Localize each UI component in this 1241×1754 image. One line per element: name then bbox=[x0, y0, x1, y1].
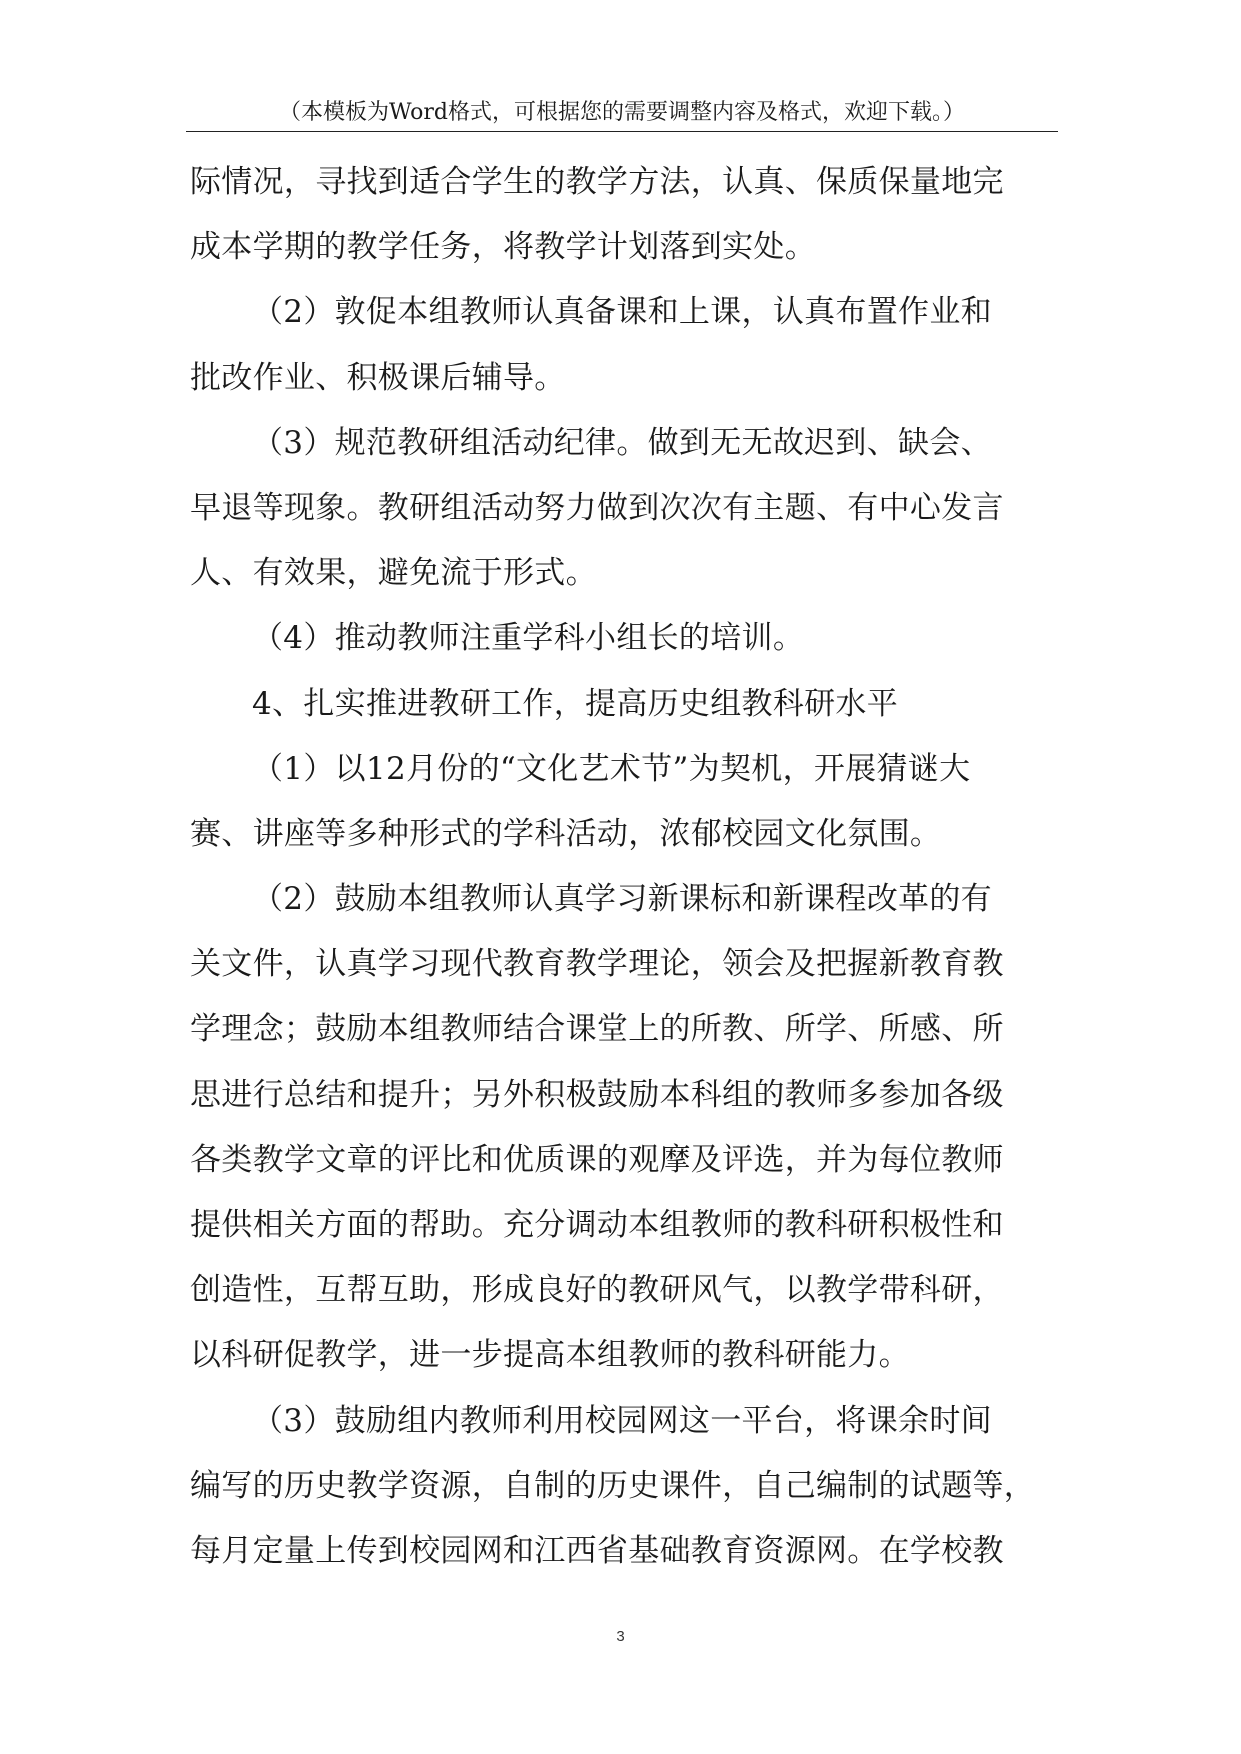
text-line: 际情况，寻找到适合学生的教学方法，认真、保质保量地完 bbox=[190, 164, 1004, 200]
text-line: （4）推动教师注重学科小组长的培训。 bbox=[252, 620, 805, 657]
text-line: （2）鼓励本组教师认真学习新课标和新课程改革的有 bbox=[252, 881, 992, 918]
header-divider bbox=[186, 131, 1058, 132]
text-line: 以科研促教学，进一步提高本组教师的教科研能力。 bbox=[190, 1337, 910, 1374]
text-line: 赛、讲座等多种形式的学科活动，浓郁校园文化氛围。 bbox=[190, 815, 942, 852]
text-line: 早退等现象。教研组活动努力做到次次有主题、有中心发言 bbox=[190, 489, 1004, 526]
text-line: 成本学期的教学任务，将教学计划落到实处。 bbox=[190, 229, 816, 266]
text-line: 4、扎实推进教研工作，提高历史组教科研水平 bbox=[252, 685, 899, 722]
text-line: 思进行总结和提升；另外积极鼓励本科组的教师多参加各级 bbox=[190, 1076, 1004, 1113]
text-line: （3）鼓励组内教师利用校园网这一平台，将课余时间 bbox=[252, 1402, 992, 1439]
text-line: （2）敦促本组教师认真备课和上课，认真布置作业和 bbox=[252, 294, 992, 331]
text-line: 提供相关方面的帮助。充分调动本组教师的教科研积极性和 bbox=[190, 1207, 1004, 1243]
text-line: 创造性，互帮互助，形成良好的教研风气，以教学带科研， bbox=[190, 1272, 1004, 1309]
text-line: （3）规范教研组活动纪律。做到无无故迟到、缺会、 bbox=[252, 424, 992, 461]
text-line: 编写的历史教学资源，自制的历史课件，自己编制的试题等， bbox=[190, 1467, 1036, 1504]
text-line: 关文件，认真学习现代教育教学理论，领会及把握新教育教 bbox=[190, 946, 1004, 983]
page-header: （本模板为Word格式，可根据您的需要调整内容及格式，欢迎下载。） bbox=[279, 100, 965, 125]
document-body bbox=[190, 160, 1058, 1594]
text-line: 批改作业、积极课后辅导。 bbox=[190, 359, 566, 396]
page-number: 3 bbox=[616, 1628, 625, 1645]
text-line: 人、有效果，避免流于形式。 bbox=[190, 555, 597, 592]
text-line: （1）以12月份的“文化艺术节”为契机，开展猜谜大 bbox=[252, 750, 971, 787]
text-line: 学理念；鼓励本组教师结合课堂上的所教、所学、所感、所 bbox=[190, 1011, 1004, 1048]
text-line: 各类教学文章的评比和优质课的观摩及评选，并为每位教师 bbox=[190, 1141, 1004, 1178]
text-line: 每月定量上传到校园网和江西省基础教育资源网。在学校教 bbox=[190, 1532, 1004, 1569]
